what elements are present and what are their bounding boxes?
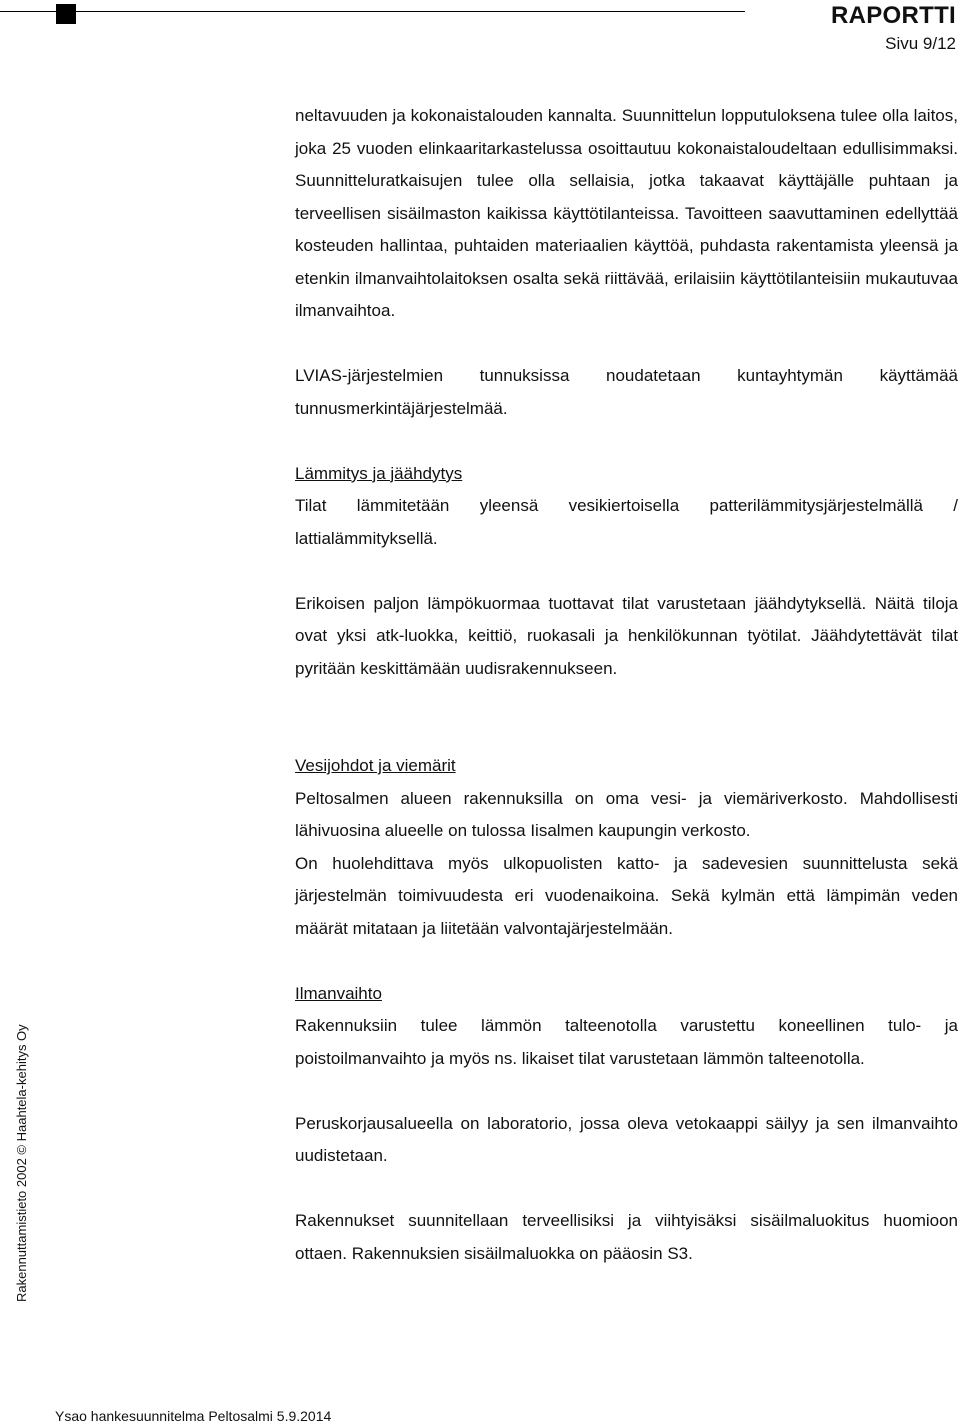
copyright-side-text: Rakennuttamistieto 2002 © Haahtela-kehitys Oy xyxy=(14,1024,29,1302)
paragraph-indoor-air: Rakennukset suunnitellaan terveellisiksi ja viihtyisäksi sisäilmaluokitus huomioon ottaen. Rakennuksien sisäilmaluokka on pääosin S3. xyxy=(295,1211,958,1263)
page-number: Sivu 9/12 xyxy=(885,34,956,53)
section-heading-ventilation: Ilmanvaihto xyxy=(295,983,382,1003)
header-rule xyxy=(0,11,745,12)
paragraph-water-network: Peltosalmen alueen rakennuksilla on oma vesi- ja viemäriverkosto. Mahdollisesti lähivuosina alueelle on tulossa Iisalmen kaupungin verkosto. xyxy=(295,788,958,840)
paragraph-rainwater: On huolehdittava myös ulkopuolisten katto- ja sadevesien suunnittelusta sekä järjestelmän toimivuudesta eri vuodenaikoina. Sekä kylmän että lämpimän veden määrät mitataan ja liitetään valvontajärjestelmään. xyxy=(295,853,958,938)
header-square-mark xyxy=(56,4,76,24)
paragraph-cooling: Erikoisen paljon lämpökuormaa tuottavat tilat varustetaan jäähdytyksellä. Näitä tiloja ovat yksi atk-luokka, keittiö, ruokasali ja henkilökunnan työtilat. Jäähdytettävät tilat pyritään keskittämään uudisrakennukseen. xyxy=(295,593,958,678)
section-heading-heating: Lämmitys ja jäähdytys xyxy=(295,463,463,483)
document-type-title: RAPORTTI xyxy=(830,2,956,29)
paragraph-lvias: LVIAS-järjestelmien tunnuksissa noudatetaan kuntayhtymän käyttämää tunnusmerkintäjärjestelmää. xyxy=(295,366,958,418)
paragraph-heating: Tilat lämmitetään yleensä vesikiertoisella patterilämmitysjärjestelmällä / lattialämmityksellä. xyxy=(295,496,958,548)
footer-text: Ysao hankesuunnitelma Peltosalmi 5.9.2014 xyxy=(55,1408,332,1424)
paragraph-laboratory: Peruskorjausalueella on laboratorio, jossa oleva vetokaappi säilyy ja sen ilmanvaihto uudistetaan. xyxy=(295,1113,958,1165)
paragraph-intro: neltavuuden ja kokonaistalouden kannalta. Suunnittelun lopputuloksena tulee olla laitos, joka 25 vuoden elinkaaritarkastelussa osoittautuu kokonaistaloudeltaan edullisimmaksi. Suunnitteluratkaisujen tulee olla sellaisia, jotka takaavat käyttäjälle puhtaan ja terveellisen sisäilmaston kaikissa käyttötilanteissa. Tavoitteen saavuttaminen edellyttää kosteuden hallintaa, puhtaiden materiaalien käyttöä, puhdasta rakentamista yleensä ja etenkin ilmanvaihtolaitoksen osalta sekä riittävää, erilaisiin käyttötilanteisiin mukautuvaa ilmanvaihtoa. xyxy=(295,106,958,320)
document-body xyxy=(295,100,958,1270)
paragraph-ventilation: Rakennuksiin tulee lämmön talteenotolla varustettu koneellinen tulo- ja poistoilmanvaihto ja myös ns. likaiset tilat varustetaan lämmön talteenotolla. xyxy=(295,1016,958,1068)
section-heading-water: Vesijohdot ja viemärit xyxy=(295,756,456,775)
